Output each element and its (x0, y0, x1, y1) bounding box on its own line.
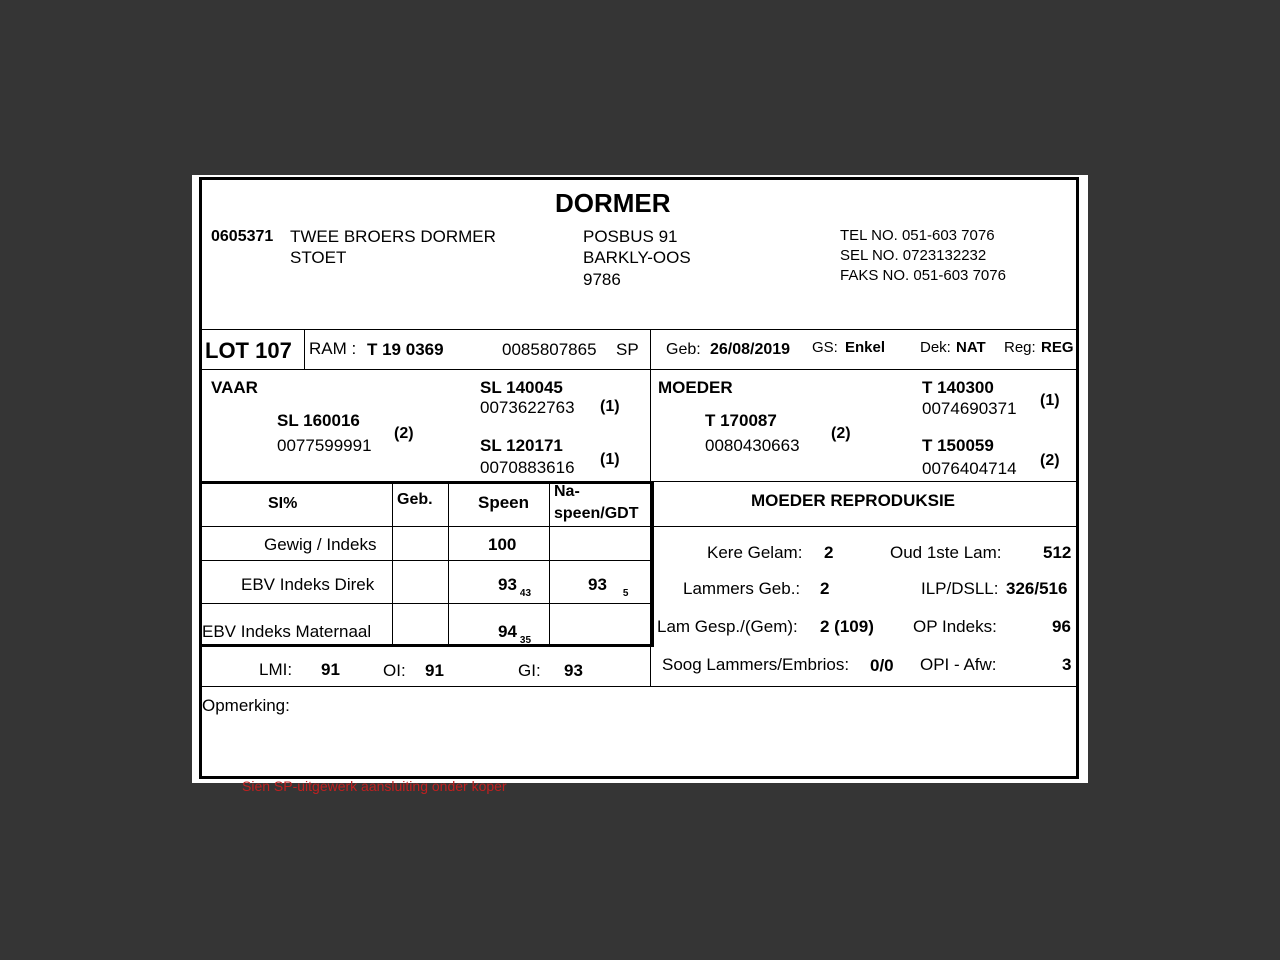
vaar-dam-number: 0070883616 (480, 458, 575, 477)
kere-gelam-value: 2 (824, 543, 834, 562)
catalogue-sheet (192, 175, 1088, 794)
row-label-gewig: Gewig / Indeks (264, 535, 377, 554)
gs-label: GS: (812, 339, 838, 356)
soog-lammers-value: 0/0 (870, 656, 894, 675)
registration-suffix: SP (616, 340, 639, 359)
address-line2: BARKLY-OOS (583, 248, 691, 267)
vaar-number: 0077599991 (277, 436, 372, 455)
divider (202, 686, 1076, 687)
op-indeks-label: OP Indeks: (913, 617, 997, 636)
gi-label: GI: (518, 661, 541, 680)
lmi-label: LMI: (259, 660, 293, 679)
moeder-mark: (2) (831, 425, 851, 442)
footer-note: Sien SP-uitgewerk aansluiting onder koper (242, 778, 507, 794)
ram-label: RAM : (309, 339, 357, 358)
page-title: DORMER (555, 188, 671, 218)
opi-afw-value: 3 (1062, 655, 1072, 674)
direk-speen-value: 93 $_{43}$ (498, 575, 532, 599)
oi-label: OI: (383, 661, 406, 680)
direk-naspeen-accuracy: 5 (622, 588, 629, 599)
reg-value: REG (1041, 339, 1074, 356)
divider (549, 481, 550, 645)
divider (650, 329, 651, 369)
op-indeks-value: 96 (1052, 617, 1071, 636)
maternaal-speen-accuracy: 35 (519, 635, 532, 646)
moeder-dam-mark: (2) (1040, 452, 1060, 469)
sel-number: SEL NO. 0723132232 (840, 247, 987, 264)
reproduksie-title: MOEDER REPRODUKSIE (751, 491, 956, 510)
lammers-geb-label: Lammers Geb.: (683, 579, 801, 598)
dek-label: Dek: (920, 339, 951, 356)
ilp-dsll-label: ILP/DSLL: (921, 579, 999, 598)
vaar-sire-mark: (1) (600, 398, 620, 415)
gewig-speen-value: 100 (488, 535, 517, 554)
moeder-sire-number: 0074690371 (922, 399, 1017, 418)
divider (654, 481, 1076, 482)
vaar-mark: (2) (394, 425, 414, 442)
divider (202, 560, 654, 561)
moeder-label: MOEDER (658, 378, 733, 397)
opi-afw-label: OPI - Afw: (920, 655, 997, 674)
oud-lam-value: 512 (1043, 543, 1072, 562)
divider (202, 603, 654, 604)
divider (202, 369, 1076, 370)
lam-gesp-value: 2 (109) (820, 617, 874, 636)
vaar-dam-id: SL 120171 (480, 436, 563, 455)
moeder-sire-id: T 140300 (922, 378, 994, 397)
naspeen-header-line1: Na- (554, 483, 580, 500)
si-table-right (651, 481, 654, 647)
breeder-name-line1: TWEE BROERS DORMER (290, 227, 496, 246)
lammers-geb-value: 2 (820, 579, 830, 598)
lam-gesp-label: Lam Gesp./(Gem): (657, 617, 798, 636)
vaar-id: SL 160016 (277, 411, 360, 430)
vaar-sire-id: SL 140045 (480, 378, 563, 397)
lot-number: LOT 107 (205, 338, 292, 363)
reg-label: Reg: (1004, 339, 1036, 356)
geb-value: 26/08/2019 (710, 341, 791, 358)
opmerking-label: Opmerking: (202, 696, 290, 715)
si-table-bottom (202, 644, 654, 647)
address-line3: 9786 (583, 270, 621, 289)
divider (650, 481, 651, 687)
dek-value: NAT (956, 339, 986, 356)
kere-gelam-label: Kere Gelam: (707, 543, 803, 562)
direk-speen-accuracy: 43 (519, 588, 532, 599)
ram-id: T 19 0369 (367, 340, 444, 359)
divider (202, 526, 654, 527)
moeder-dam-number: 0076404714 (922, 459, 1017, 478)
moeder-dam-id: T 150059 (922, 436, 994, 455)
divider (654, 526, 1076, 527)
speen-header: Speen (478, 493, 530, 512)
registration-number: 0085807865 (502, 340, 597, 359)
address-line1: POSBUS 91 (583, 227, 678, 246)
gi-value: 93 (564, 661, 583, 680)
moeder-id: T 170087 (705, 411, 777, 430)
geb-header: Geb. (397, 491, 433, 508)
tel-number: TEL NO. 051-603 7076 (840, 227, 995, 244)
divider (304, 329, 305, 369)
breeder-name-line2: STOET (290, 248, 347, 267)
vaar-dam-mark: (1) (600, 451, 620, 468)
vaar-sire-number: 0073622763 (480, 398, 575, 417)
si-table-top (202, 481, 654, 484)
geb-label: Geb: (666, 341, 701, 358)
row-label-ebv-maternaal: EBV Indeks Maternaal (202, 622, 372, 641)
faks-number: FAKS NO. 051-603 7076 (840, 267, 1006, 284)
divider (448, 481, 449, 645)
oi-value: 91 (425, 661, 444, 680)
gs-value: Enkel (845, 339, 886, 356)
vaar-label: VAAR (211, 378, 258, 397)
soog-lammers-label: Soog Lammers/Embrios: (662, 655, 850, 674)
lmi-value: 91 (321, 660, 340, 679)
lot-card (199, 177, 1079, 779)
direk-naspeen-value: 93 $_5$ (588, 575, 629, 599)
moeder-sire-mark: (1) (1040, 392, 1060, 409)
breeder-code: 0605371 (211, 228, 274, 245)
divider (392, 481, 393, 645)
divider (202, 329, 1076, 330)
row-label-ebv-direk: EBV Indeks Direk (241, 575, 375, 594)
maternaal-speen-value: 94 $_{35}$ (498, 622, 532, 646)
moeder-number: 0080430663 (705, 436, 800, 455)
ilp-dsll-value: 326/516 (1006, 579, 1068, 598)
si-header: SI% (268, 495, 298, 512)
oud-lam-label: Oud 1ste Lam: (890, 543, 1002, 562)
naspeen-header-line2: speen/GDT (554, 505, 639, 522)
divider (650, 369, 651, 481)
